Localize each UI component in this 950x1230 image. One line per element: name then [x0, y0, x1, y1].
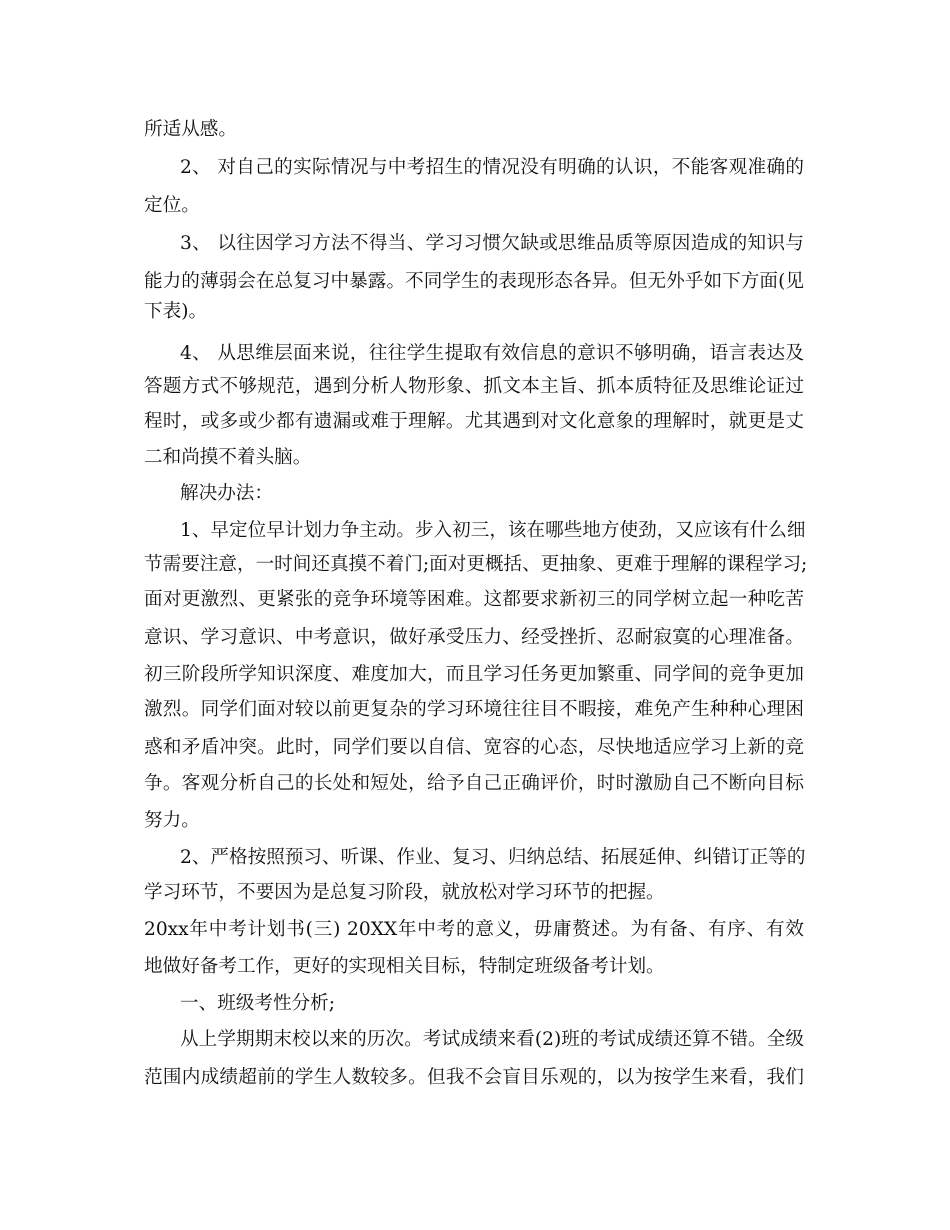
text-line: 答题方式不够规范，遇到分析人物形象、抓文本主旨、抓本质特征及思维论证过	[144, 376, 804, 397]
text-line: 1、早定位早计划力争主动。步入初三，该在哪些地方使劲，又应该有什么细	[180, 520, 806, 541]
text-line: 努力。	[144, 810, 200, 831]
text-line: 4、 从思维层面来说，往往学生提取有效信息的意识不够明确，语言表达及	[180, 343, 804, 364]
text-line: 2、 对自己的实际情况与中考招生的情况没有明确的认识，不能客观准确的	[180, 157, 804, 178]
text-line: 3、 以往因学习方法不得当、学习习惯欠缺或思维品质等原因造成的知识与	[180, 233, 804, 254]
text-line: 范围内成绩超前的学生人数较多。但我不会盲目乐观的，以为按学生来看，我们	[144, 1067, 804, 1088]
text-line: 面对更激烈、更紧张的竞争环境等困难。这都要求新初三的同学树立起一种吃苦	[144, 589, 804, 610]
text-line: 一、班级考性分析;	[180, 993, 336, 1014]
text-line: 激烈。同学们面对较以前更复杂的学习环境往往目不暇接，难免产生种种心理困	[144, 699, 804, 720]
text-line: 程时，或多或少都有遗漏或难于理解。尤其遇到对文化意象的理解时，就更是丈	[144, 411, 804, 432]
text-line: 解决办法：	[180, 483, 273, 504]
text-line: 意识、学习意识、中考意识，做好承受压力、经受挫折、忍耐寂寞的心理准备。	[144, 627, 804, 648]
text-line: 从上学期期末校以来的历次。考试成绩来看(2)班的考试成绩还算不错。全级	[180, 1029, 804, 1050]
text-line: 能力的薄弱会在总复习中暴露。不同学生的表现形态各异。但无外乎如下方面(见	[144, 271, 804, 292]
text-line: 2、严格按照预习、听课、作业、复习、归纳总结、拓展延伸、纠错订正等的	[180, 847, 806, 868]
text-line: 所适从感。	[144, 119, 237, 140]
text-line: 地做好备考工作，更好的实现相关目标，特制定班级备考计划。	[144, 956, 665, 977]
text-line: 二和尚摸不着头脑。	[144, 447, 312, 468]
text-line: 争。客观分析自己的长处和短处，给予自己正确评价，时时激励自己不断向目标	[144, 773, 804, 794]
text-line: 惑和矛盾冲突。此时，同学们要以自信、宽容的心态，尽快地适应学习上新的竞	[144, 737, 804, 758]
text-line: 下表)。	[144, 301, 208, 322]
text-line: 初三阶段所学知识深度、难度加大，而且学习任务更加繁重、同学间的竞争更加	[144, 664, 804, 685]
text-line: 节需要注意，一时间还真摸不着门;面对更概括、更抽象、更难于理解的课程学习;	[144, 554, 808, 575]
text-line: 学习环节，不要因为是总复习阶段，就放松对学习环节的把握。	[144, 882, 665, 903]
text-line: 20xx年中考计划书(三) 20XX年中考的意义，毋庸赘述。为有备、有序、有效	[144, 919, 804, 940]
text-line: 定位。	[144, 195, 200, 216]
